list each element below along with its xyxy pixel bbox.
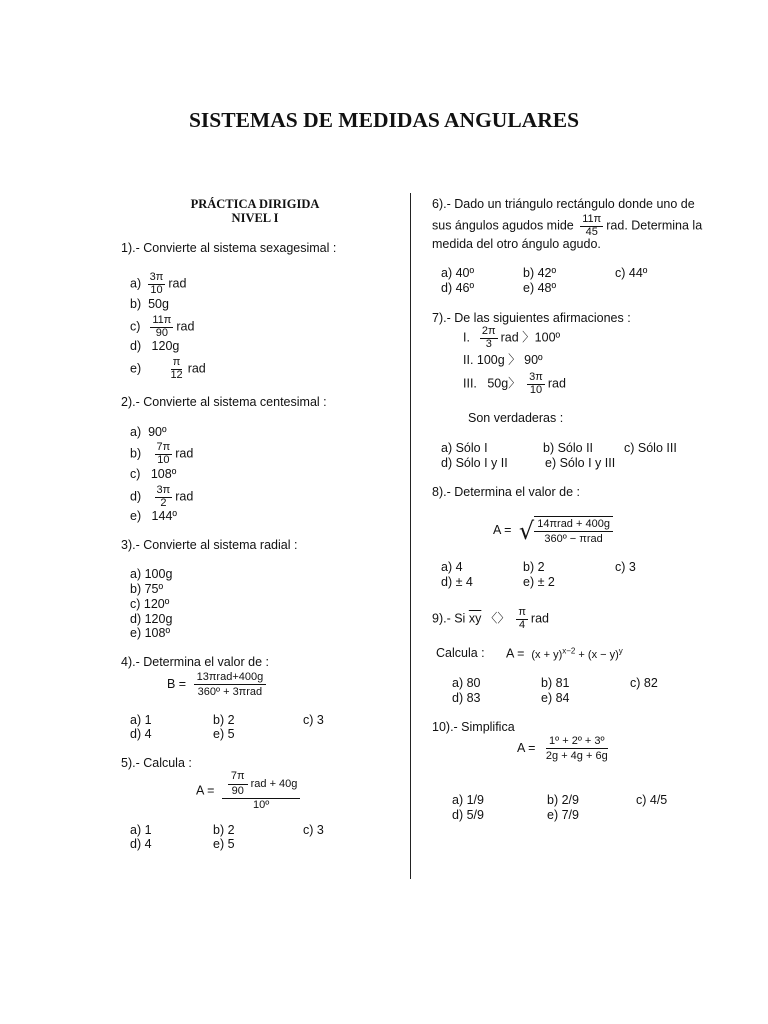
q5-option-e: e) 5	[213, 837, 235, 851]
q7-option-a: a) Sólo I	[441, 441, 488, 455]
q7-option-b: b) Sólo II	[543, 441, 594, 455]
q4-option-e: e) 5	[213, 727, 235, 741]
page-title: SISTEMAS DE MEDIDAS ANGULARES	[188, 108, 580, 132]
question-4-prompt: 4).- Determina el valor de :	[121, 655, 269, 669]
question-10-prompt: 10).- Simplifica	[432, 720, 515, 734]
question-7-prompt: 7).- De las siguientes afirmaciones :	[432, 311, 631, 325]
q4-option-b: b) 2	[213, 713, 235, 727]
fraction: 13πrad+400g 360º + 3πrad	[194, 671, 267, 698]
q7-statement-i: I. $\frac{2\pi}{3}$ rad 〉100º	[463, 325, 561, 350]
fraction: $\frac{11\pi}{90}$	[152, 314, 172, 339]
q9-calcula-label: Calcula :	[436, 646, 485, 660]
fraction: $\frac{2\pi}{3}$	[481, 325, 496, 350]
q7-option-c: c) Sólo III	[624, 441, 677, 455]
q9-option-b: b) 81	[541, 676, 570, 690]
q4-formula: B = 13πrad+400g 360º + 3πrad	[167, 671, 266, 698]
q3-option-a: a) 100g	[130, 567, 173, 581]
q9-option-c: c) 82	[630, 676, 658, 690]
complex-fraction: $\frac{7\pi}{90}$ rad + 40g 10º	[222, 771, 301, 811]
q5-option-a: a) 1	[130, 823, 152, 837]
question-9-prompt: 9).- Si $\overline{xy}$ 〈〉 $\frac{\pi}{4}$ rad	[432, 606, 549, 631]
q7-statement-iii: III. 50g〉 $\frac{3\pi}{10}$ rad	[463, 371, 566, 396]
question-2-prompt: 2).- Convierte al sistema centesimal :	[121, 395, 327, 409]
column-divider	[410, 193, 411, 879]
question-1-prompt: 1).- Convierte al sistema sexagesimal :	[121, 241, 337, 255]
q4-option-d: d) 4	[130, 727, 152, 741]
q1-option-e: e) $\frac{\pi}{12}$ rad	[130, 356, 206, 381]
q3-option-e: e) 108º	[130, 626, 171, 640]
question-8-prompt: 8).- Determina el valor de :	[432, 485, 580, 499]
q8-option-c: c) 3	[615, 560, 636, 574]
fraction: $\frac{\pi}{12}$	[170, 356, 183, 381]
q6-option-b: b) 42º	[523, 266, 557, 280]
q6-option-d: d) 46º	[441, 281, 475, 295]
q10-option-d: d) 5/9	[452, 808, 484, 822]
q6-option-e: e) 48º	[523, 281, 557, 295]
q5-option-c: c) 3	[303, 823, 324, 837]
q2-option-e: e) 144º	[130, 509, 177, 523]
q7-son-verdaderas: Son verdaderas :	[468, 411, 564, 425]
q10-option-c: c) 4/5	[636, 793, 668, 807]
q4-option-a: a) 1	[130, 713, 152, 727]
q5-option-b: b) 2	[213, 823, 235, 837]
fraction: $\frac{11\pi}{45}$	[582, 213, 602, 238]
fraction: $\frac{\pi}{4}$	[518, 606, 526, 631]
fraction: $\frac{7\pi}{10}$	[156, 441, 171, 466]
q10-option-a: a) 1/9	[452, 793, 484, 807]
q2-option-c: c) 108º	[130, 467, 177, 481]
q9-option-e: e) 84	[541, 691, 570, 705]
q1-option-c: c) $\frac{11\pi}{90}$ rad	[130, 314, 195, 339]
q7-statement-ii: II. 100g 〉 90º	[463, 353, 543, 367]
fraction: $\frac{3\pi}{10}$	[149, 271, 164, 296]
q7-option-e: e) Sólo I y III	[545, 456, 616, 470]
q7-option-d: d) Sólo I y II	[441, 456, 508, 470]
q3-option-d: d) 120g	[130, 612, 173, 626]
q8-option-a: a) 4	[441, 560, 463, 574]
question-6-line3: medida del otro ángulo agudo.	[432, 237, 601, 251]
q5-formula: A = $\frac{7\pi}{90}$ rad + 40g 10º	[196, 771, 300, 811]
q9-formula: $A = (x + y)^{x-2} + (x - y)^y$	[506, 646, 623, 661]
q9-option-d: d) 83	[452, 691, 481, 705]
fraction: $\frac{\text{1º + 2º + 3º}}{2g + 4g + 6g}$	[545, 735, 608, 763]
question-6-line1: 6).- Dado un triángulo rectángulo donde uno de	[432, 197, 695, 211]
q6-option-a: a) 40º	[441, 266, 475, 280]
q8-option-e: e) ± 2	[523, 575, 555, 589]
q6-option-c: c) 44º	[615, 266, 648, 280]
q3-option-c: c) 120º	[130, 597, 170, 611]
q8-formula: A = √ 14πrad + 400g 360º − πrad	[493, 516, 613, 545]
q1-option-a: a) $\frac{3\pi}{10}$ rad	[130, 271, 187, 296]
q8-option-d: d) ± 4	[441, 575, 473, 589]
q10-formula: A = $\frac{\text{1º + 2º + 3º}}{2g + 4g + 6g}$	[517, 735, 611, 762]
q10-option-e: e) 7/9	[547, 808, 579, 822]
q2-option-a: a) 90º	[130, 425, 167, 439]
fraction: $\frac{3\pi}{2}$	[156, 484, 171, 509]
q4-option-c: c) 3	[303, 713, 324, 727]
q1-option-d: d) 120g	[130, 339, 180, 353]
q2-option-d: d) $\frac{3\pi}{2}$ rad	[130, 484, 194, 509]
q5-option-d: d) 4	[130, 837, 152, 851]
q8-option-b: b) 2	[523, 560, 545, 574]
q1-option-b: b) 50g	[130, 297, 169, 311]
fraction: $\frac{3\pi}{10}$	[529, 371, 543, 396]
question-6-line2: sus ángulos agudos mide $\frac{11\pi}{45}$ rad. Determina la	[432, 213, 703, 238]
question-5-prompt: 5).- Calcula :	[121, 756, 192, 770]
section-subheader: NIVEL I	[231, 211, 279, 225]
section-header: PRÁCTICA DIRIGIDA	[190, 197, 320, 211]
q2-option-b: b) $\frac{7\pi}{10}$ rad	[130, 441, 194, 466]
q9-option-a: a) 80	[452, 676, 481, 690]
square-root: √ 14πrad + 400g 360º − πrad	[519, 516, 613, 545]
q3-option-b: b) 75º	[130, 582, 164, 596]
q10-option-b: b) 2/9	[547, 793, 579, 807]
question-3-prompt: 3).- Convierte al sistema radial :	[121, 538, 298, 552]
